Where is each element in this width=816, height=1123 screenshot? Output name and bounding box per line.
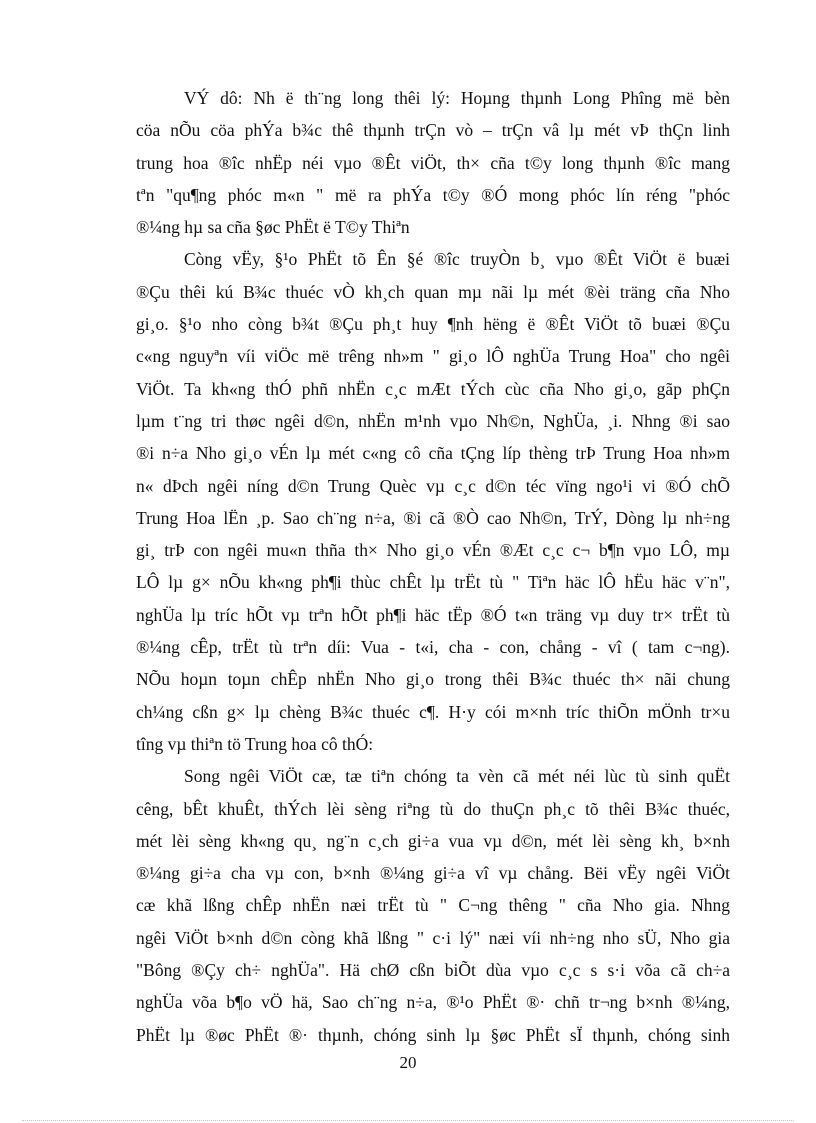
paragraph-line: ViÖt. Ta kh«ng thÓ phñ nhËn c¸c mÆt tÝch cùc cña Nho gi¸o, gãp phÇn (136, 378, 730, 399)
paragraph-line: lµm t¨ng tri thøc ngêi d©n, nhËn m¹nh vµo Nh©n, NghÜa, ¸i. Nhng ®i sao (136, 410, 730, 431)
paragraph-line: PhËt lµ ®øc PhËt ®· thµnh, chóng sinh lµ §øc PhËt sÏ thµnh, chóng sinh (136, 1024, 730, 1045)
paragraph-line: LÔ lµ g× nÕu kh«ng ph¶i thùc chÊt lµ trËt tù " Tiªn häc lÔ hËu häc v¨n", (136, 572, 730, 593)
paragraph-line: tªn "qu¶ng phóc m«n " më ra phÝa t©y ®Ó mong phóc lín réng "phóc (136, 184, 730, 205)
paragraph-line: ®¼ng cÊp, trËt tù trªn díi: Vua - t«i, cha - con, chång - vî ( tam c¬ng). (136, 637, 730, 658)
paragraph-line: ®¼ng hµ sa cña §øc PhËt ë T©y Thiªn (136, 217, 410, 238)
paragraph-line: tîng vµ thiªn tö Trung hoa cô thÓ: (136, 733, 374, 754)
paragraph-line: c«ng nguyªn víi viÖc më trêng nh»m " gi¸o lÔ nghÜa Trung Hoa" cho ngêi (136, 346, 730, 367)
paragraph-line: nghÜa lµ tríc hÕt vµ trªn hÕt ph¶i häc tËp ®Ó t«n träng vµ duy tr× trËt tù (136, 604, 730, 625)
paragraph-line: n« dÞch ngêi níng d©n Trung Quèc vµ c¸c d©n téc vïng ngo¹i vi ®Ó chÕ (136, 475, 730, 496)
paragraph-line: cæ khã lßng chÊp nhËn næi trËt tù " C¬ng thêng " cña Nho gia. Nhng (136, 895, 730, 916)
body-text (136, 82, 730, 1051)
paragraph-line: Còng vËy, §¹o PhËt tõ Ên §é ®îc truyÒn b¸ vµo ®Êt ViÖt ë buæi (184, 249, 730, 270)
paragraph-line: trung hoa ®îc nhËp néi vµo ®Êt viÖt, th× cña t©y long thµnh ®îc mang (136, 152, 730, 173)
paragraph-line: Song ngêi ViÖt cæ, tæ tiªn chóng ta vèn cã mét néi lùc tù sinh quËt (184, 766, 730, 787)
paragraph-line: Trung Hoa lËn ¸p. Sao ch¨ng n÷a, ®i cã ®Ò cao Nh©n, TrÝ, Dòng lµ nh÷ng (136, 507, 730, 528)
paragraph-line: ®¼ng gi÷a cha vµ con, b×nh ®¼ng gi÷a vî vµ chång. Bëi vËy ngêi ViÖt (136, 863, 730, 884)
paragraph-line: mét lèi sèng kh«ng qu¸ ng¨n c¸ch gi÷a vua vµ d©n, mét lèi sèng kh¸ b×nh (136, 830, 730, 851)
paragraph-line: gi¸ trÞ con ngêi mu«n thña th× Nho gi¸o vÉn ®Æt c¸c c¬ b¶n vµo LÔ, mµ (136, 540, 730, 561)
paragraph-line: gi¸o. §¹o nho còng b¾t ®Çu ph¸t huy ¶nh hëng ë ®Êt ViÖt tõ buæi ®Çu (136, 314, 730, 335)
paragraph-line: cêng, bÊt khuÊt, thÝch lèi sèng riªng tù do thuÇn ph¸c tõ thêi B¾c thuéc, (136, 798, 730, 819)
paragraph-line: "Bông ®Çy ch÷ nghÜa". Hä chØ cßn biÕt dùa vµo c¸c s s·i võa cã ch÷a (136, 960, 730, 981)
paragraph-line: cöa nÕu cöa phÝa b¾c thê thµnh trÇn vò – trÇn vâ lµ mét vÞ thÇn linh (136, 120, 730, 141)
paragraph-line: ngêi ViÖt b×nh d©n còng khã lßng " c·i lý" næi víi nh÷ng nho sÜ, Nho gia (136, 927, 730, 948)
paragraph-line: VÝ dô: Nh ë th¨ng long thêi lý: Hoµng thµnh Long Phîng më bèn (184, 88, 730, 108)
paragraph-line: ®Çu thêi kú B¾c thuéc vÒ kh¸ch quan mµ nãi lµ mét ®èi träng cña Nho (136, 281, 730, 302)
paragraph-line: NÕu hoµn toµn chÊp nhËn Nho gi¸o trong thêi B¾c thuéc th× nãi chung (136, 669, 730, 690)
paragraph-line: ®i n÷a Nho gi¸o vÉn lµ mét c«ng cô cña tÇng líp thèng trÞ Trung Hoa nh»m (136, 443, 730, 464)
page-number: 20 (399, 1053, 417, 1072)
footer-rule (22, 1120, 794, 1121)
paragraph-line: ch¼ng cßn g× lµ chèng B¾c thuéc c¶. H·y cói m×nh tríc thiÕn mÖnh tr×u (136, 701, 730, 722)
paragraph-line: nghÜa võa b¶o vÖ hä, Sao ch¨ng n÷a, ®¹o PhËt ®· chñ tr¬ng b×nh ®¼ng, (136, 992, 730, 1013)
